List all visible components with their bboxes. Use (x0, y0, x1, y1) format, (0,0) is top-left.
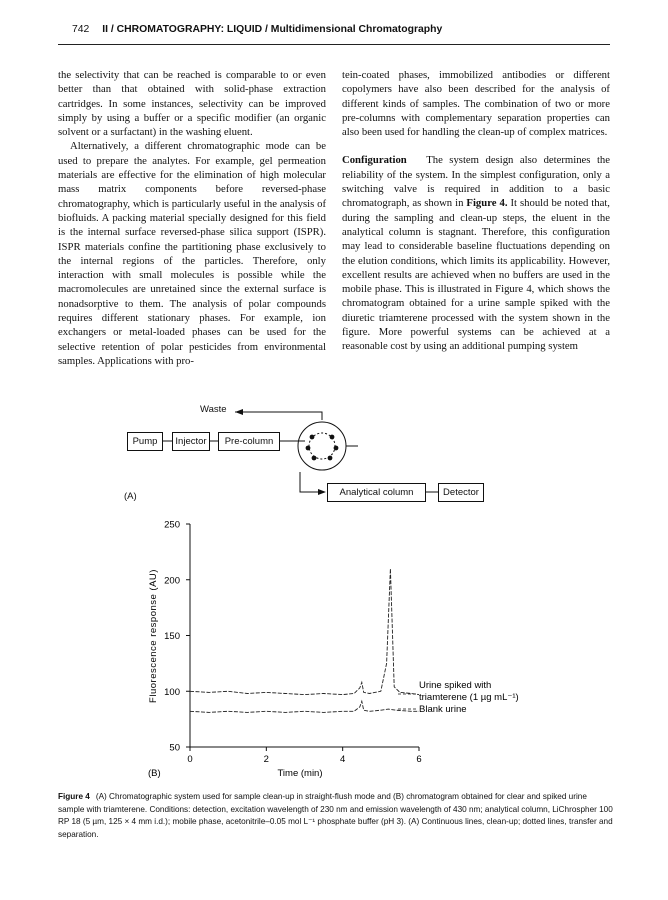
waste-label: Waste (200, 404, 227, 415)
legend-blank: Blank urine (419, 704, 467, 715)
panel-a-label: (A) (124, 491, 137, 502)
x-tick-label: 0 (187, 754, 193, 765)
panel-b-label: (B) (148, 768, 161, 779)
y-tick-label: 250 (164, 519, 180, 531)
page-number: 742 (72, 24, 90, 35)
section-heading: Configuration (342, 154, 407, 167)
x-tick-label: 2 (263, 754, 269, 765)
x-axis-label: Time (min) (277, 768, 323, 779)
analytical-column-box: Analytical column (327, 483, 426, 502)
left-para-2: Alternatively, a different chromatographic mode can be used to prepare the analytes. For example, gel permeation materials are effective for the elimination of high molecular mass matrix components before reversed-phase chromatography, which is particularly useful in the analysis of biofluids. A packing material specially designed for this field is the internal surface reversed-phase silica support (ISPR). ISPR materials confine the partitioning phase exclusively to the internal regions of the particles. Therefore, only interaction with small molecules is possible while the macromolecules are unretained since the external surface is nonadsorptive to them. The analysis of polar compounds requires different stationary phases. For example, ion exchangers or metal-loaded phases can be used for the selective retention of polar pesticides from environmental samples. Applications with pro- (58, 140, 326, 367)
x-tick-label: 6 (416, 754, 422, 765)
right-para-2: Configuration The system design also determines the reliability of the system. In the simplest configuration, only a switching valve is required in addition to a basic chromatograph, as shown in Figure 4. It should be noted that, during the sampling and clean-up steps, the eluent in the analytical column is stagnant. Therefore, this configuration may lead to considerable baseline fluctuations depending on the elution conditions, which limits its applicability. However, excellent results are achieved when no buffers are used in the mobile phase. This is illustrated in Figure 4, which shows the chromatogram obtained for a urine sample spiked with the diuretic triamterene processed with the system shown in the figure. More powerful systems can be achieved at a reasonable cost by using an additional pumping system (342, 154, 611, 353)
y-tick-label: 150 (164, 631, 180, 642)
x-tick-label: 4 (340, 754, 346, 765)
y-tick-label: 50 (169, 742, 180, 754)
legend-spiked-1: Urine spiked with (419, 680, 492, 691)
series-line-blank-urine (190, 701, 419, 712)
y-tick-label: 200 (164, 575, 180, 587)
figure-reference: Figure 4. (466, 197, 508, 210)
legend-spiked-2: triamterene (1 µg mL⁻¹) (419, 692, 519, 703)
y-tick-label: 100 (164, 686, 180, 698)
precolumn-box: Pre-column (218, 432, 280, 451)
y-axis-label: Fluorescence response (AU) (148, 569, 159, 703)
figure-caption (58, 791, 614, 841)
right-para-1: tein-coated phases, immobilized antibodies or different copolymers have also been described for the analysis of different kinds of samples. The combination of two or more pre-columns with complementary separation properties can also been used for handling the clean-up of complex matrices. (342, 69, 610, 139)
caption-label: Figure 4 (58, 792, 90, 801)
pump-box: Pump (127, 432, 163, 451)
left-para-1: the selectivity that can be reached is comparable to or even better than that obtained with solid-phase extraction cartridges. In some instances, selectivity can be improved simply by using a buffer or a specific modifier (an organic solvent or a surfactant) in the washing eluent. (58, 69, 326, 139)
running-title: II / CHROMATOGRAPHY: LIQUID / Multidimensional Chromatography (102, 24, 443, 35)
injector-box: Injector (172, 432, 210, 451)
series-line-spiked-urine (190, 569, 419, 695)
detector-box: Detector (438, 483, 484, 502)
caption-text: (A) Chromatographic system used for sample clean-up in straight-flush mode and (B) chromatogram obtained for clear and spiked urine sample with triamterene. Conditions: detection, excitation wavelength of 230 nm and emission wavelength of 430 nm; analytical column, LiChrospher 100 RP 18 (5 µm, 125 × 4 mm i.d.); mobile phase, acetonitrile–0.05 mol L⁻¹ phosphate buffer (pH 3). (A) Continuous lines, clean-up; dotted lines, transfer and separation. (58, 792, 613, 839)
